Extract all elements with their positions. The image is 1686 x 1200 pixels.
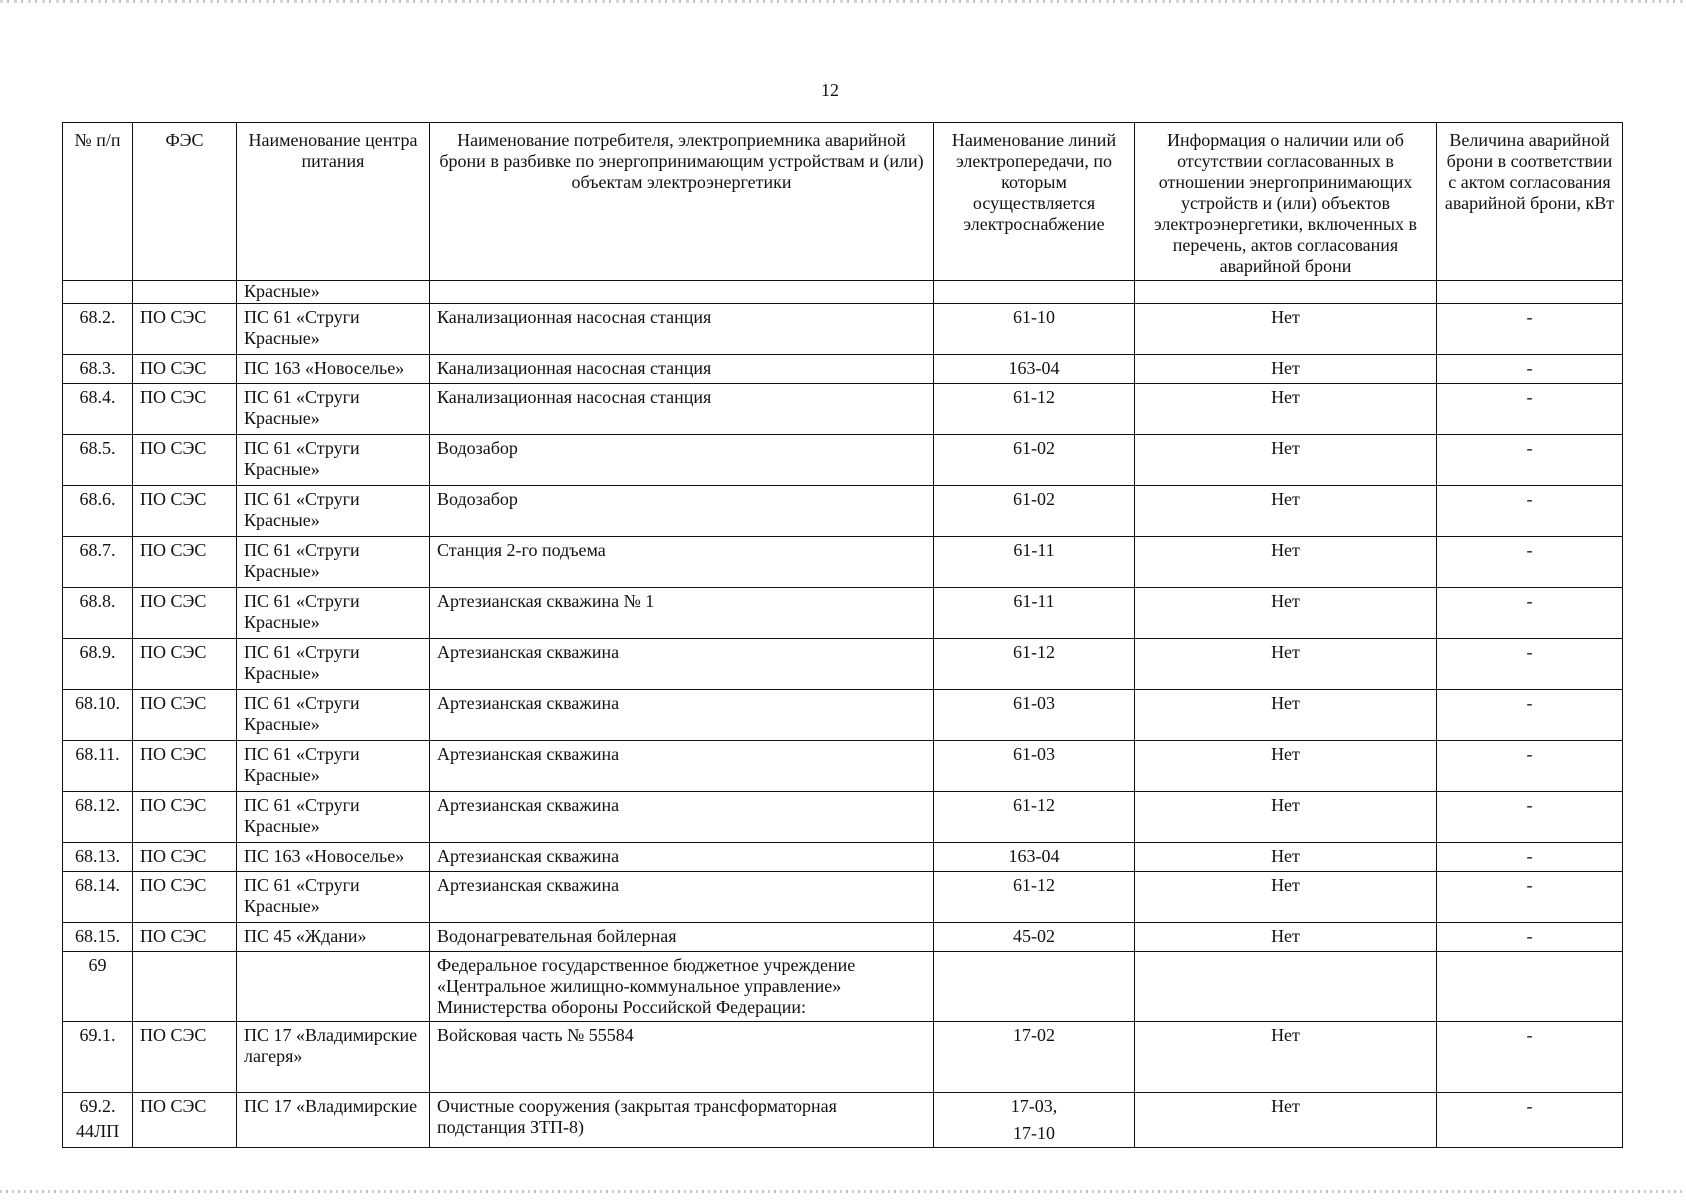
cell-value: -: [1437, 537, 1623, 588]
cell-num: 68.3.: [63, 355, 133, 384]
footer-code: 44ЛП: [76, 1121, 120, 1141]
cell-fes: ПО СЭС: [133, 872, 237, 923]
cell-lines: [934, 304, 1135, 355]
cell-num: 69.2.: [63, 1093, 133, 1148]
table-header-row: [63, 123, 1623, 281]
cell-info: [1135, 952, 1437, 1022]
cell-fes: ПО СЭС: [133, 923, 237, 952]
table-row: [63, 690, 1623, 741]
cell-consumer: Войсковая часть № 55584: [430, 1022, 934, 1093]
cell-lines: [934, 741, 1135, 792]
line-code: 163-04: [1008, 358, 1060, 378]
cell-value: -: [1437, 304, 1623, 355]
table-row: [63, 639, 1623, 690]
cell-center: ПС 61 «Струги Красные»: [237, 872, 430, 923]
page-number: 12: [821, 80, 839, 100]
cell-fes: ПО СЭС: [133, 486, 237, 537]
header-consumer: Наименование потребителя, электроприемника аварийной брони в разбивке по энергопринимающим устройствам и (или) объектам электроэнергетики: [430, 123, 934, 281]
header-num: № п/п: [63, 123, 133, 281]
cell-consumer: Канализационная насосная станция: [430, 384, 934, 435]
header-value: Величина аварийной брони в соответствии с актом согласования аварийной брони, кВт: [1437, 123, 1623, 281]
cell-consumer: Федеральное государственное бюджетное учреждение «Центральное жилищно-коммунальное управление» Министерства обороны Российской Федерации:: [430, 952, 934, 1022]
header-fes: ФЭС: [133, 123, 237, 281]
cell-num: 68.4.: [63, 384, 133, 435]
table-row: [63, 304, 1623, 355]
reserve-table: [62, 122, 1623, 1148]
table-row: [63, 923, 1623, 952]
cell-lines: [934, 690, 1135, 741]
table-body: [63, 281, 1623, 1148]
cell-fes: ПО СЭС: [133, 690, 237, 741]
table-row-continuation: [63, 281, 1623, 304]
cell-center: ПС 61 «Струги Красные»: [237, 304, 430, 355]
cell-fes: ПО СЭС: [133, 1022, 237, 1093]
cell-center: ПС 17 «Владимирские: [237, 1093, 430, 1148]
cell-info: Нет: [1135, 792, 1437, 843]
cell-consumer: Канализационная насосная станция: [430, 355, 934, 384]
cell-center: ПС 61 «Струги Красные»: [237, 588, 430, 639]
cell-fes: ПО СЭС: [133, 843, 237, 872]
scan-edge-top: [0, 0, 1686, 3]
line-code: 17-03,: [1010, 1096, 1058, 1116]
cell-lines: [934, 792, 1135, 843]
cell-center: Красные»: [237, 281, 430, 304]
table-row: [63, 435, 1623, 486]
cell-consumer: Артезианская скважина: [430, 843, 934, 872]
cell-info: Нет: [1135, 304, 1437, 355]
line-code: 61-12: [1013, 642, 1055, 662]
table-row: [63, 1022, 1623, 1093]
line-code: 61-03: [1013, 693, 1055, 713]
cell-consumer: Очистные сооружения (закрытая трансформаторная подстанция ЗТП-8): [430, 1093, 934, 1148]
cell-num: 69.1.: [63, 1022, 133, 1093]
cell-center: ПС 163 «Новоселье»: [237, 355, 430, 384]
cell-lines: [934, 1093, 1135, 1148]
line-code: 61-02: [1013, 489, 1055, 509]
line-code: 17-02: [1013, 1025, 1055, 1045]
cell-info: Нет: [1135, 690, 1437, 741]
cell-value: -: [1437, 1093, 1623, 1148]
cell-value: -: [1437, 588, 1623, 639]
cell-info: Нет: [1135, 355, 1437, 384]
cell-lines: [934, 1022, 1135, 1093]
cell-value: -: [1437, 639, 1623, 690]
cell-value: -: [1437, 486, 1623, 537]
cell-num: 68.12.: [63, 792, 133, 843]
cell-consumer: Водозабор: [430, 435, 934, 486]
cell-fes: ПО СЭС: [133, 384, 237, 435]
cell-center: ПС 61 «Струги Красные»: [237, 690, 430, 741]
cell-fes: ПО СЭС: [133, 588, 237, 639]
cell-info: Нет: [1135, 872, 1437, 923]
cell-center: ПС 61 «Струги Красные»: [237, 435, 430, 486]
cell-num: 68.13.: [63, 843, 133, 872]
header-lines: Наименование линий электропередачи, по которым осуществляется электроснабжение: [934, 123, 1135, 281]
cell-info: Нет: [1135, 588, 1437, 639]
line-code: 61-11: [1013, 540, 1055, 560]
table-row: [63, 792, 1623, 843]
table-row: [63, 355, 1623, 384]
cell-center: ПС 61 «Струги Красные»: [237, 384, 430, 435]
line-code: 61-10: [1013, 307, 1055, 327]
cell-num: 69: [63, 952, 133, 1022]
cell-info: Нет: [1135, 537, 1437, 588]
table-row: [63, 872, 1623, 923]
cell-info: Нет: [1135, 486, 1437, 537]
table-row: [63, 486, 1623, 537]
cell-fes: ПО СЭС: [133, 304, 237, 355]
cell-center: ПС 61 «Струги Красные»: [237, 639, 430, 690]
header-info: Информация о наличии или об отсутствии согласованных в отношении энергопринимающих устройств и (или) объектов электроэнергетики, включенных в перечень, актов согласования аварийной брони: [1135, 123, 1437, 281]
cell-consumer: Артезианская скважина: [430, 639, 934, 690]
cell-value: -: [1437, 741, 1623, 792]
cell-consumer: Артезианская скважина: [430, 741, 934, 792]
cell-center: [237, 952, 430, 1022]
cell-num: 68.10.: [63, 690, 133, 741]
cell-num: 68.2.: [63, 304, 133, 355]
cell-value: -: [1437, 690, 1623, 741]
cell-fes: ПО СЭС: [133, 435, 237, 486]
cell-fes: ПО СЭС: [133, 537, 237, 588]
cell-center: ПС 45 «Ждани»: [237, 923, 430, 952]
cell-lines: [934, 843, 1135, 872]
cell-lines: [934, 952, 1135, 1022]
cell-info: Нет: [1135, 1093, 1437, 1148]
cell-lines: [934, 486, 1135, 537]
cell-num: 68.14.: [63, 872, 133, 923]
cell-center: ПС 61 «Струги Красные»: [237, 792, 430, 843]
cell-center: ПС 61 «Струги Красные»: [237, 537, 430, 588]
cell-value: -: [1437, 435, 1623, 486]
cell-fes: ПО СЭС: [133, 639, 237, 690]
table-row: [63, 384, 1623, 435]
cell-info: Нет: [1135, 923, 1437, 952]
line-code: 61-11: [1013, 591, 1055, 611]
cell-fes: ПО СЭС: [133, 1093, 237, 1148]
cell-num: 68.15.: [63, 923, 133, 952]
table-row: [63, 952, 1623, 1022]
cell-consumer: Артезианская скважина: [430, 690, 934, 741]
cell-consumer: Канализационная насосная станция: [430, 304, 934, 355]
cell-num: 68.8.: [63, 588, 133, 639]
cell-lines: [934, 872, 1135, 923]
cell-fes: ПО СЭС: [133, 792, 237, 843]
cell-consumer: Артезианская скважина: [430, 792, 934, 843]
cell-value: -: [1437, 355, 1623, 384]
cell-center: ПС 17 «Владимирские лагеря»: [237, 1022, 430, 1093]
header-center: Наименование центра питания: [237, 123, 430, 281]
cell-info: Нет: [1135, 384, 1437, 435]
cell-center: ПС 163 «Новоселье»: [237, 843, 430, 872]
cell-center: ПС 61 «Струги Красные»: [237, 486, 430, 537]
table-row: [63, 588, 1623, 639]
cell-consumer: Водозабор: [430, 486, 934, 537]
cell-value: -: [1437, 792, 1623, 843]
cell-info: Нет: [1135, 843, 1437, 872]
line-code: 61-03: [1013, 744, 1055, 764]
cell-consumer: Водонагревательная бойлерная: [430, 923, 934, 952]
cell-info: Нет: [1135, 639, 1437, 690]
cell-num: 68.9.: [63, 639, 133, 690]
cell-value: [1437, 952, 1623, 1022]
cell-lines: [934, 923, 1135, 952]
cell-info: Нет: [1135, 741, 1437, 792]
table-row: [63, 741, 1623, 792]
cell-info: Нет: [1135, 435, 1437, 486]
line-code: 61-02: [1013, 438, 1055, 458]
cell-lines: [934, 588, 1135, 639]
cell-num: 68.5.: [63, 435, 133, 486]
cell-value: -: [1437, 384, 1623, 435]
cell-fes: ПО СЭС: [133, 741, 237, 792]
cell-value: -: [1437, 872, 1623, 923]
cell-value: -: [1437, 923, 1623, 952]
line-code: 61-12: [1013, 875, 1055, 895]
line-code: 163-04: [1008, 846, 1060, 866]
cell-consumer: Артезианская скважина № 1: [430, 588, 934, 639]
cell-value: -: [1437, 843, 1623, 872]
scan-edge-bottom: [0, 1190, 1686, 1193]
cell-info: Нет: [1135, 1022, 1437, 1093]
line-code: 45-02: [1013, 926, 1055, 946]
cell-fes: [133, 952, 237, 1022]
cell-num: 68.11.: [63, 741, 133, 792]
line-code: 61-12: [1013, 795, 1055, 815]
cell-consumer: Станция 2-го подъема: [430, 537, 934, 588]
table-row: [63, 1093, 1623, 1148]
cell-lines: [934, 435, 1135, 486]
cell-lines: [934, 384, 1135, 435]
cell-num: 68.6.: [63, 486, 133, 537]
cell-lines: [934, 537, 1135, 588]
line-code: 61-12: [1013, 387, 1055, 407]
cell-lines: [934, 355, 1135, 384]
cell-center: ПС 61 «Струги Красные»: [237, 741, 430, 792]
cell-value: -: [1437, 1022, 1623, 1093]
cell-consumer: Артезианская скважина: [430, 872, 934, 923]
table-row: [63, 537, 1623, 588]
table-row: [63, 843, 1623, 872]
line-code: 17-10: [1013, 1123, 1055, 1143]
cell-fes: ПО СЭС: [133, 355, 237, 384]
cell-num: 68.7.: [63, 537, 133, 588]
cell-lines: [934, 639, 1135, 690]
